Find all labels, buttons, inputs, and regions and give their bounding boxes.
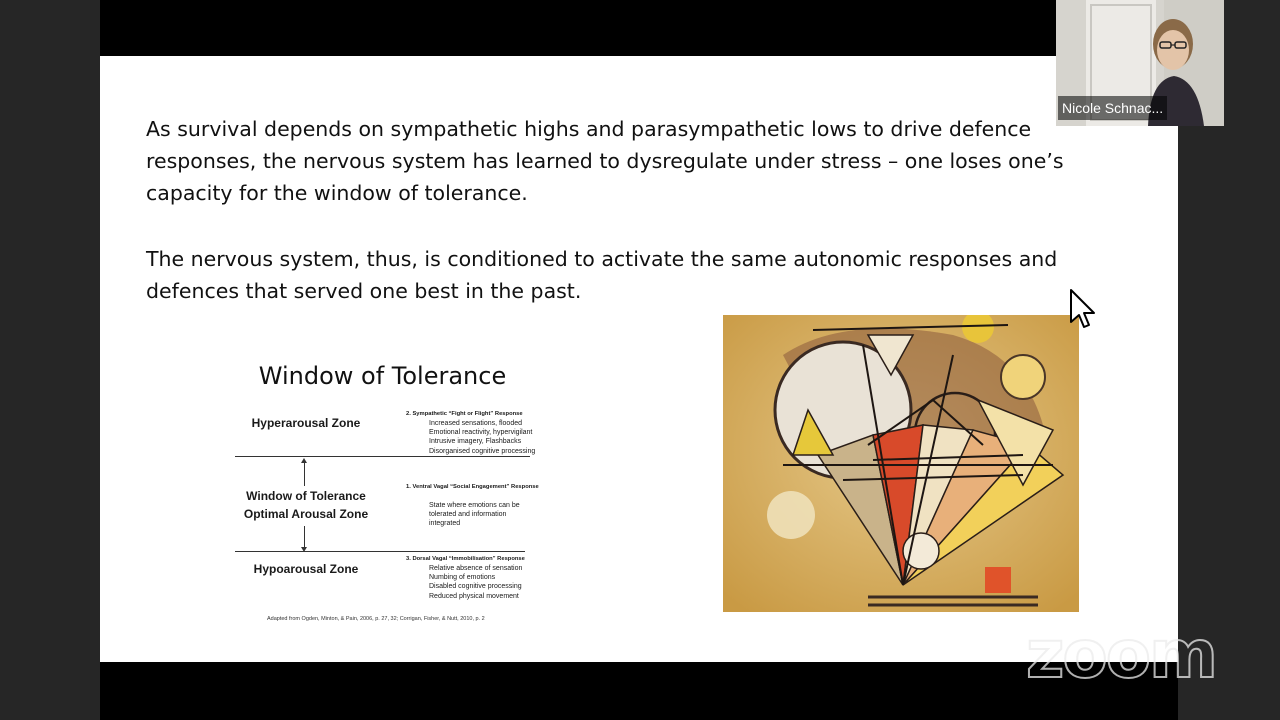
presentation-slide xyxy=(100,56,1178,662)
left-margin xyxy=(0,0,100,720)
response-list-item: Disorganised cognitive processing xyxy=(429,447,536,455)
diagram-citation: Adapted from Ogden, Minton, & Pain, 2006, p. 27, 32; Corrigan, Fisher, & Nutt, 2010, p. 2 xyxy=(267,616,485,622)
sympathetic-response-title: 2. Sympathetic “Fight or Flight” Response xyxy=(406,411,523,417)
optimal-zone-line-2: Optimal Arousal Zone xyxy=(243,507,369,521)
response-list-item: Relative absence of sensation xyxy=(429,565,523,572)
abstract-painting-image xyxy=(723,315,1079,612)
sympathetic-response-list xyxy=(429,419,535,456)
lower-boundary-line xyxy=(235,551,525,552)
zoom-watermark: zoom xyxy=(1026,616,1216,693)
optimal-zone-line-1: Window of Tolerance xyxy=(246,489,366,503)
mouse-cursor-icon xyxy=(1068,288,1098,332)
dorsal-vagal-response-list xyxy=(429,564,522,601)
slide-paragraph-1: As survival depends on sympathetic highs and parasympathetic lows to drive defence responses, the nervous system has learned to dysregulate under stress – one loses one’s capacity for the window of tolerance. xyxy=(146,117,1064,205)
hypoarousal-zone-label: Hypoarousal Zone xyxy=(253,562,359,576)
response-list-item: Numbing of emotions xyxy=(429,574,496,582)
hyperarousal-zone-label: Hyperarousal Zone xyxy=(251,416,361,430)
upper-boundary-line xyxy=(235,456,530,457)
response-list-item: Disabled cognitive processing xyxy=(429,583,522,591)
response-list-item: Increased sensations, flooded xyxy=(429,420,523,427)
participant-name-label: Nicole Schnac... xyxy=(1058,96,1167,120)
response-list-item: Intrusive imagery, Flashbacks xyxy=(429,438,522,446)
diagram-title: Window of Tolerance xyxy=(258,362,507,390)
ventral-vagal-response-title: 1. Ventral Vagal “Social Engagement” Response xyxy=(406,484,539,490)
optimal-zone-label xyxy=(230,487,382,523)
response-list-item: tolerated and information xyxy=(429,511,507,519)
slide-paragraph-2: The nervous system, thus, is conditioned to activate the same autonomic responses and defences that served one best in the past. xyxy=(146,247,1058,303)
response-list-item: integrated xyxy=(429,520,461,528)
dorsal-vagal-response-title: 3. Dorsal Vagal “Immobilisation” Response xyxy=(406,556,525,562)
response-list-item: Emotional reactivity, hypervigilant xyxy=(429,429,533,437)
response-list-item: State where emotions can be xyxy=(429,502,520,509)
ventral-vagal-response-list xyxy=(429,501,520,529)
window-of-tolerance-diagram xyxy=(230,356,560,636)
response-list-item: Reduced physical movement xyxy=(429,592,519,600)
down-arrow-icon xyxy=(304,526,305,548)
up-arrow-icon xyxy=(304,462,305,486)
